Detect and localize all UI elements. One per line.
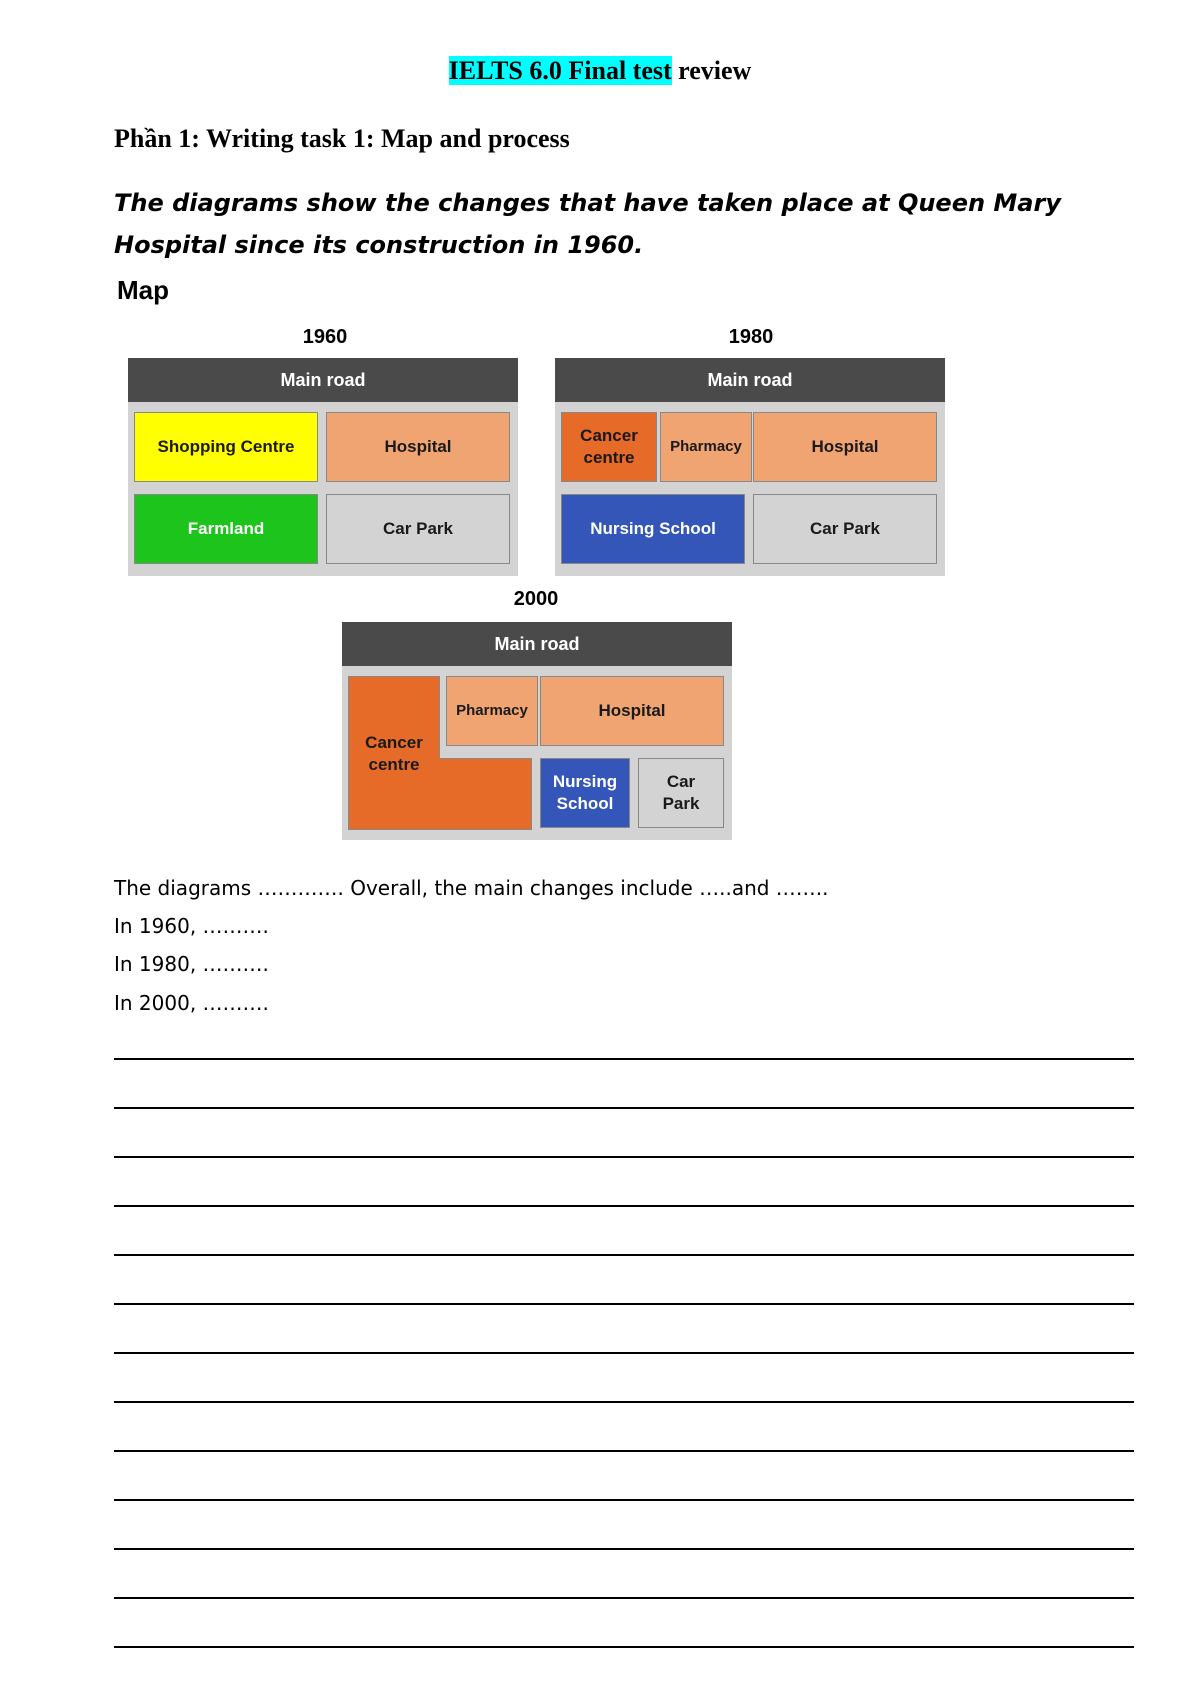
- map-2000-car-park: Car Park: [638, 758, 724, 828]
- writing-line: [114, 1597, 1134, 1599]
- map-1960-year: 1960: [302, 326, 348, 348]
- map-1960-farmland: Farmland: [134, 494, 318, 564]
- task-prompt: The diagrams show the changes that have taken place at Queen Mary Hospital since its construction in 1960.: [114, 189, 1061, 259]
- template-line-1980: In 1980, ……….: [114, 952, 269, 976]
- map-1980-car-park: Car Park: [753, 494, 937, 564]
- writing-line: [114, 1499, 1134, 1501]
- writing-line: [114, 1205, 1134, 1207]
- title-highlight: IELTS 6.0 Final test: [448, 56, 672, 85]
- map-1960: [128, 358, 518, 576]
- template-line-2000: In 2000, ……….: [114, 991, 269, 1015]
- map-1960-shopping-centre: Shopping Centre: [134, 412, 318, 482]
- writing-line: [114, 1107, 1134, 1109]
- section-heading: Phần 1: Writing task 1: Map and process: [114, 124, 570, 153]
- map-2000-main-road: Main road: [342, 622, 732, 666]
- map-2000-year: 2000: [513, 588, 559, 610]
- template-line-1960: In 1960, ……….: [114, 914, 269, 938]
- writing-line: [114, 1352, 1134, 1354]
- writing-line: [114, 1646, 1134, 1648]
- writing-line: [114, 1401, 1134, 1403]
- map-1960-hospital: Hospital: [326, 412, 510, 482]
- map-1960-main-road: Main road: [128, 358, 518, 402]
- map-1960-car-park: Car Park: [326, 494, 510, 564]
- writing-line: [114, 1548, 1134, 1550]
- map-1980-cancer-centre: Cancer centre: [561, 412, 657, 482]
- writing-line: [114, 1058, 1134, 1060]
- map-2000: [342, 622, 732, 840]
- map-2000-pharmacy: Pharmacy: [446, 676, 538, 746]
- map-1980-hospital: Hospital: [753, 412, 937, 482]
- map-1980-main-road: Main road: [555, 358, 945, 402]
- writing-line: [114, 1156, 1134, 1158]
- map-label: Map: [117, 275, 169, 305]
- map-2000-nursing-school: Nursing School: [540, 758, 630, 828]
- document-title: [0, 56, 1200, 86]
- map-1980-pharmacy: Pharmacy: [660, 412, 752, 482]
- title-rest: review: [671, 56, 752, 85]
- map-2000-cancer-centre-label: Cancer centre: [365, 733, 423, 774]
- writing-line: [114, 1450, 1134, 1452]
- map-1980-year: 1980: [728, 326, 774, 348]
- map-2000-hospital: Hospital: [540, 676, 724, 746]
- writing-line: [114, 1254, 1134, 1256]
- map-1980: [555, 358, 945, 576]
- map-1980-nursing-school: Nursing School: [561, 494, 745, 564]
- template-line-overview: The diagrams …………. Overall, the main changes include …..and ……..: [114, 876, 829, 900]
- writing-line: [114, 1303, 1134, 1305]
